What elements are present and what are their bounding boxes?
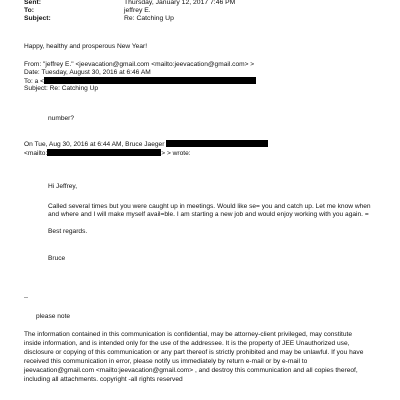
quoted-subject: Subject: Re: Catching Up (24, 85, 99, 92)
mailto-prefix: <mailto: (24, 150, 48, 157)
mailto-suffix: > > wrote: (161, 150, 191, 157)
salutation: Hi Jeffrey, (48, 183, 78, 190)
quoted-date: Date: Tuesday, August 30, 2016 at 6:46 AM (24, 69, 151, 76)
disclaimer-line-3: disclosure or copying of this communication or any part thereof is strictly prohibited and may be unlawful. If you have (24, 349, 364, 356)
body-line-2: and where and I will make myself avail=ble. I am starting a new job and would enjoy working with you again. = (48, 211, 369, 218)
quoted-from: From: "jeffrey E." <jeevacation@gmail.com <mailto:jeevacation@gmail.com> > (24, 61, 255, 68)
separator: -- (24, 295, 28, 301)
subject-label: Subject: (24, 15, 51, 22)
sent-label: Sent: (24, 0, 41, 6)
on-date-text: On Tue, Aug 30, 2016 at 6:44 AM, Bruce Jaeger (24, 141, 165, 148)
sent-value: Thursday, January 12, 2017 7:46 PM (124, 0, 236, 6)
disclaimer-line-6: including all attachments. copyright -all rights reserved (24, 376, 183, 383)
body-line-1: Called several times but you were caught up in meetings. Would like se= you and catch up. Let me know when (48, 203, 371, 210)
number-line: number? (48, 115, 75, 122)
disclaimer-line-1: The information contained in this communication is confidential, may be attorney-client privileged, may constitute (24, 331, 353, 338)
disclaimer-line-2: inside information, and is intended only for the use of the addressee. It is the property of JEE Unauthorized use, (24, 340, 350, 347)
disclaimer-line-5: jeevacation@gmail.com <mailto:jeevacation@gmail.com> , and destroy this communication and all copies thereof, (24, 367, 358, 374)
to-value: jeffrey E. (124, 7, 151, 14)
redaction-block (166, 140, 268, 147)
quoted-to-prefix: To: a < (24, 78, 44, 85)
please-note: please note (36, 313, 71, 320)
to-label: To: (24, 7, 35, 14)
redaction-block (44, 77, 256, 84)
subject-value: Re: Catching Up (124, 15, 174, 22)
disclaimer-line-4: received this communication in error, please notify us immediately by return e-mail or by e-mail to (24, 358, 308, 365)
on-date-line (24, 140, 268, 149)
closing: Best regards. (48, 228, 88, 235)
signature: Bruce (48, 255, 66, 262)
redaction-block (47, 149, 161, 156)
mailto-line (24, 149, 191, 158)
greeting: Happy, healthy and prosperous New Year! (24, 43, 148, 50)
